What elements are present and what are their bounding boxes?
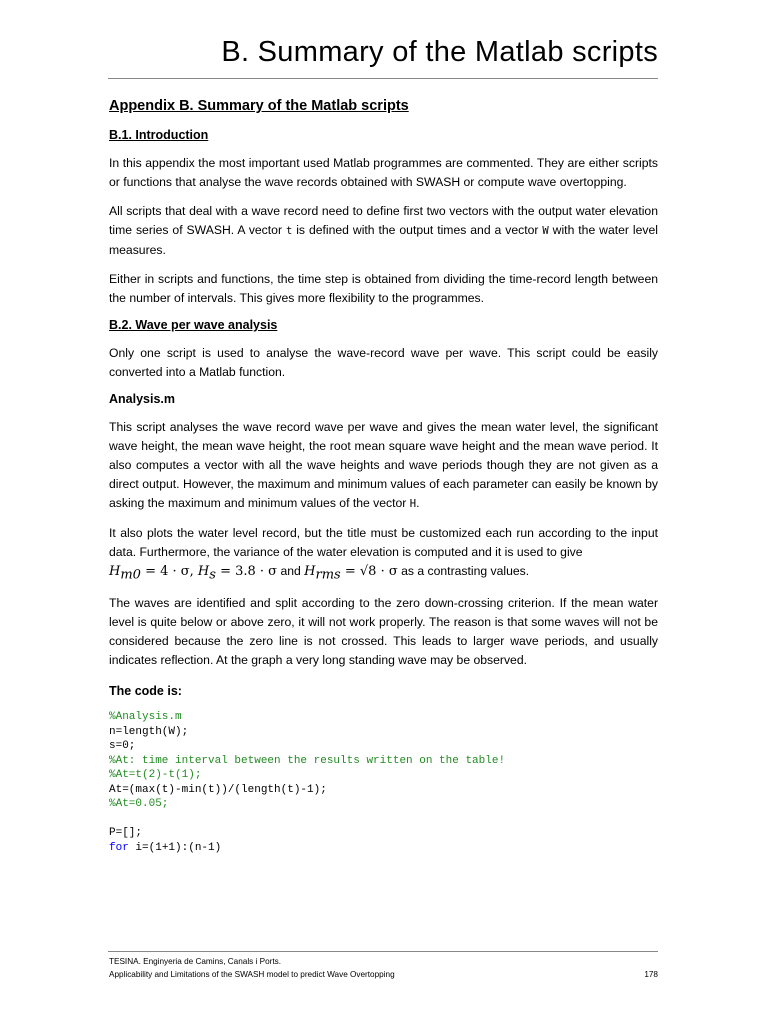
header-divider bbox=[108, 78, 658, 79]
appendix-heading: Appendix B. Summary of the Matlab scripts bbox=[109, 98, 409, 114]
code-comment: %At: time interval between the results written on the table! bbox=[109, 754, 506, 767]
wave-p3-text: It also plots the water level record, but the title must be customized each run according to the input data. Furthermore, the variance of the water elevation is computed and it is used to give bbox=[109, 526, 658, 559]
code-keyword: for bbox=[109, 841, 129, 854]
formula-hs-subscript: s bbox=[209, 567, 216, 583]
page-number: 178 bbox=[644, 970, 658, 979]
code-line bbox=[109, 710, 658, 725]
formula-hm0-subscript: m0 bbox=[120, 567, 141, 583]
code-comment: %At=t(2)-t(1); bbox=[109, 769, 202, 782]
formula-hs-symbol: H bbox=[197, 564, 210, 579]
wave-paragraph-3 bbox=[109, 524, 658, 584]
intro-paragraph-2 bbox=[109, 202, 658, 260]
wave-paragraph-2 bbox=[109, 418, 658, 514]
code-line bbox=[109, 725, 658, 740]
formula-hrms-symbol: H bbox=[304, 564, 316, 579]
intro-p2-text-a: All scripts that deal with a wave record need to define first two vectors with the output water elevation time series of SWASH. A vector bbox=[109, 204, 658, 237]
section-heading-wave-analysis: B.2. Wave per wave analysis bbox=[109, 318, 278, 332]
code-line bbox=[109, 812, 658, 827]
intro-paragraph-3: Either in scripts and functions, the time step is obtained from dividing the time-record length between the number of intervals. This gives more flexibility to the programmes. bbox=[109, 272, 658, 305]
intro-p2-text-b: is defined with the output times and a vector bbox=[292, 223, 543, 237]
formula-hm0-rhs: = 4 · σ, bbox=[140, 564, 198, 579]
chapter-title: B. Summary of the Matlab scripts bbox=[221, 36, 658, 68]
code-text: s=0; bbox=[109, 740, 136, 753]
vector-h-code: H bbox=[409, 498, 417, 510]
code-line bbox=[109, 841, 658, 856]
code-line bbox=[109, 739, 658, 754]
code-line bbox=[109, 783, 658, 798]
code-text: At=(max(t)-min(t))/(length(t)-1); bbox=[109, 783, 327, 796]
page-footer bbox=[109, 955, 658, 981]
vector-t-code: t bbox=[285, 225, 293, 237]
intro-p2-text-c: with the water level measures. bbox=[109, 223, 658, 257]
intro-paragraph-1: In this appendix the most important used Matlab programmes are commented. They are either scripts or functions that analyse the wave records obtained with SWASH or compute wave overtopping. bbox=[109, 156, 658, 189]
section-heading-introduction: B.1. Introduction bbox=[109, 128, 209, 142]
wave-paragraph-4: The waves are identified and split according to the zero down-crossing criterion. If the mean water level is quite below or above zero, it will not work properly. The reason is that some waves will not be considered because the zero line is not crossed. This leads to larger wave periods, and usually indicates reflection. At the graph a very long standing wave may be observed. bbox=[109, 596, 658, 668]
footer-line-2: Applicability and Limitations of the SWASH model to predict Wave Overtopping bbox=[109, 970, 395, 979]
formula-hrms-subscript: rms bbox=[315, 567, 341, 583]
footer-line-1: TESINA. Enginyeria de Camins, Canals i Ports. bbox=[109, 957, 282, 966]
formula-hs-rhs: = 3.8 · σ bbox=[215, 564, 278, 579]
formula-tail: as a contrasting values. bbox=[401, 564, 530, 578]
wave-p2-text-a: This script analyses the wave record wave per wave and gives the mean water level, the significant wave height, the mean wave height, the root mean square wave height and the mean wave period. It also computes a vector with all the wave heights and wave periods though they are not given as a direct output. However, the maximum and minimum values of each parameter can easily be known by asking the maximum and minimum values of the vector bbox=[109, 420, 658, 510]
footer-divider bbox=[108, 951, 658, 952]
formula-and: and bbox=[280, 564, 301, 578]
code-line bbox=[109, 797, 658, 812]
code-block bbox=[109, 710, 658, 855]
wave-paragraph-1: Only one script is used to analyse the wave-record wave per wave. This script could be easily converted into a Matlab function. bbox=[109, 346, 658, 379]
code-intro: The code is: bbox=[109, 684, 182, 699]
vector-w-code: W bbox=[542, 225, 549, 237]
page-content bbox=[109, 98, 658, 855]
formula-hrms-rhs: = √8 · σ bbox=[340, 564, 398, 579]
code-comment: %At=0.05; bbox=[109, 798, 169, 811]
wave-p2-text-b: . bbox=[416, 496, 420, 510]
code-comment: %Analysis.m bbox=[109, 711, 182, 724]
script-name-heading: Analysis.m bbox=[109, 392, 176, 406]
formula-hm0-symbol: H bbox=[109, 564, 121, 579]
code-line bbox=[109, 768, 658, 783]
code-text: n=length(W); bbox=[109, 725, 189, 738]
code-text: i=(1+1):(n-1) bbox=[128, 841, 222, 854]
code-line bbox=[109, 826, 658, 841]
code-line bbox=[109, 754, 658, 769]
code-text: P=[]; bbox=[109, 827, 143, 840]
